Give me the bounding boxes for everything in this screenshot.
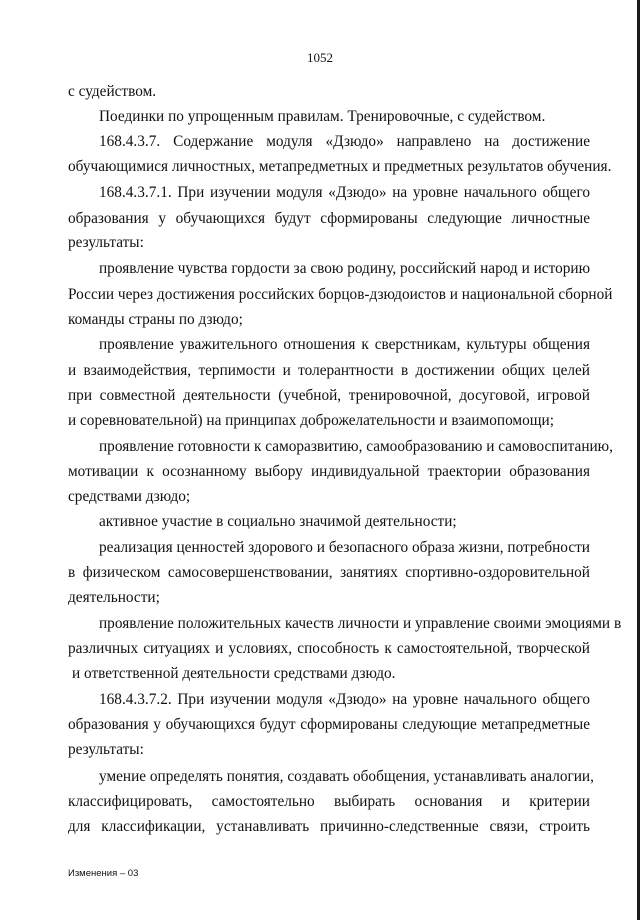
text-line: и ответственной деятельности средствами дзюдо. bbox=[72, 665, 396, 682]
text-line: команды страны по дзюдо; bbox=[68, 311, 243, 328]
text-line: классифицировать, самостоятельно выбирать основания и критерии bbox=[68, 793, 590, 810]
text-line: обучающимися личностных, метапредметных и предметных результатов обучения. bbox=[68, 158, 612, 175]
text-line: результаты: bbox=[68, 234, 144, 251]
text-line: Поединки по упрощенным правилам. Тренировочные, с судейством. bbox=[99, 108, 546, 125]
text-line: средствами дзюдо; bbox=[68, 488, 191, 505]
text-line: при совместной деятельности (учебной, тренировочной, досуговой, игровой bbox=[68, 387, 590, 404]
text-line: различных ситуациях и условиях, способность к самостоятельной, творческой bbox=[68, 640, 590, 657]
text-line: 168.4.3.7.1. При изучении модуля «Дзюдо» на уровне начального общего bbox=[99, 184, 590, 201]
page-number: 1052 bbox=[307, 50, 333, 65]
text-line: проявление чувства гордости за свою родину, российский народ и историю bbox=[99, 260, 590, 277]
text-line: 168.4.3.7. Содержание модуля «Дзюдо» направлено на достижение bbox=[99, 133, 590, 150]
text-line: проявление уважительного отношения к сверстникам, культуры общения bbox=[99, 336, 590, 353]
text-line: и соревновательной) на принципах доброжелательности и взаимопомощи; bbox=[68, 412, 554, 429]
text-line: результаты: bbox=[68, 741, 144, 758]
text-line: реализация ценностей здорового и безопасного образа жизни, потребности bbox=[99, 539, 590, 556]
text-line: умение определять понятия, создавать обобщения, устанавливать аналогии, bbox=[99, 768, 594, 785]
text-line: и взаимодействия, терпимости и толерантности в достижении общих целей bbox=[68, 362, 590, 379]
text-line: России через достижения российских борцов-дзюдоистов и национальной сборной bbox=[68, 286, 613, 303]
text-line: мотивации к осознанному выбору индивидуальной траектории образования bbox=[68, 463, 590, 480]
text-line: деятельности; bbox=[68, 589, 160, 606]
text-line: в физическом самосовершенствовании, занятиях спортивно-оздоровительной bbox=[68, 564, 590, 581]
text-line: образования у обучающихся будут сформированы следующие личностные bbox=[68, 210, 590, 227]
text-line: с судейством. bbox=[68, 83, 157, 100]
text-line: проявление готовности к саморазвитию, самообразованию и самовоспитанию, bbox=[99, 438, 613, 455]
text-line: проявление положительных качеств личности и управление своими эмоциями в bbox=[99, 615, 622, 632]
text-line: 168.4.3.7.2. При изучении модуля «Дзюдо» на уровне начального общего bbox=[99, 691, 590, 708]
text-line: для классификации, устанавливать причинно-следственные связи, строить bbox=[68, 818, 590, 835]
text-line: образования у обучающихся будут сформированы следующие метапредметные bbox=[68, 716, 590, 733]
revision-footer: Изменения – 03 bbox=[68, 868, 139, 879]
text-line: активное участие в социально значимой деятельности; bbox=[99, 513, 457, 530]
